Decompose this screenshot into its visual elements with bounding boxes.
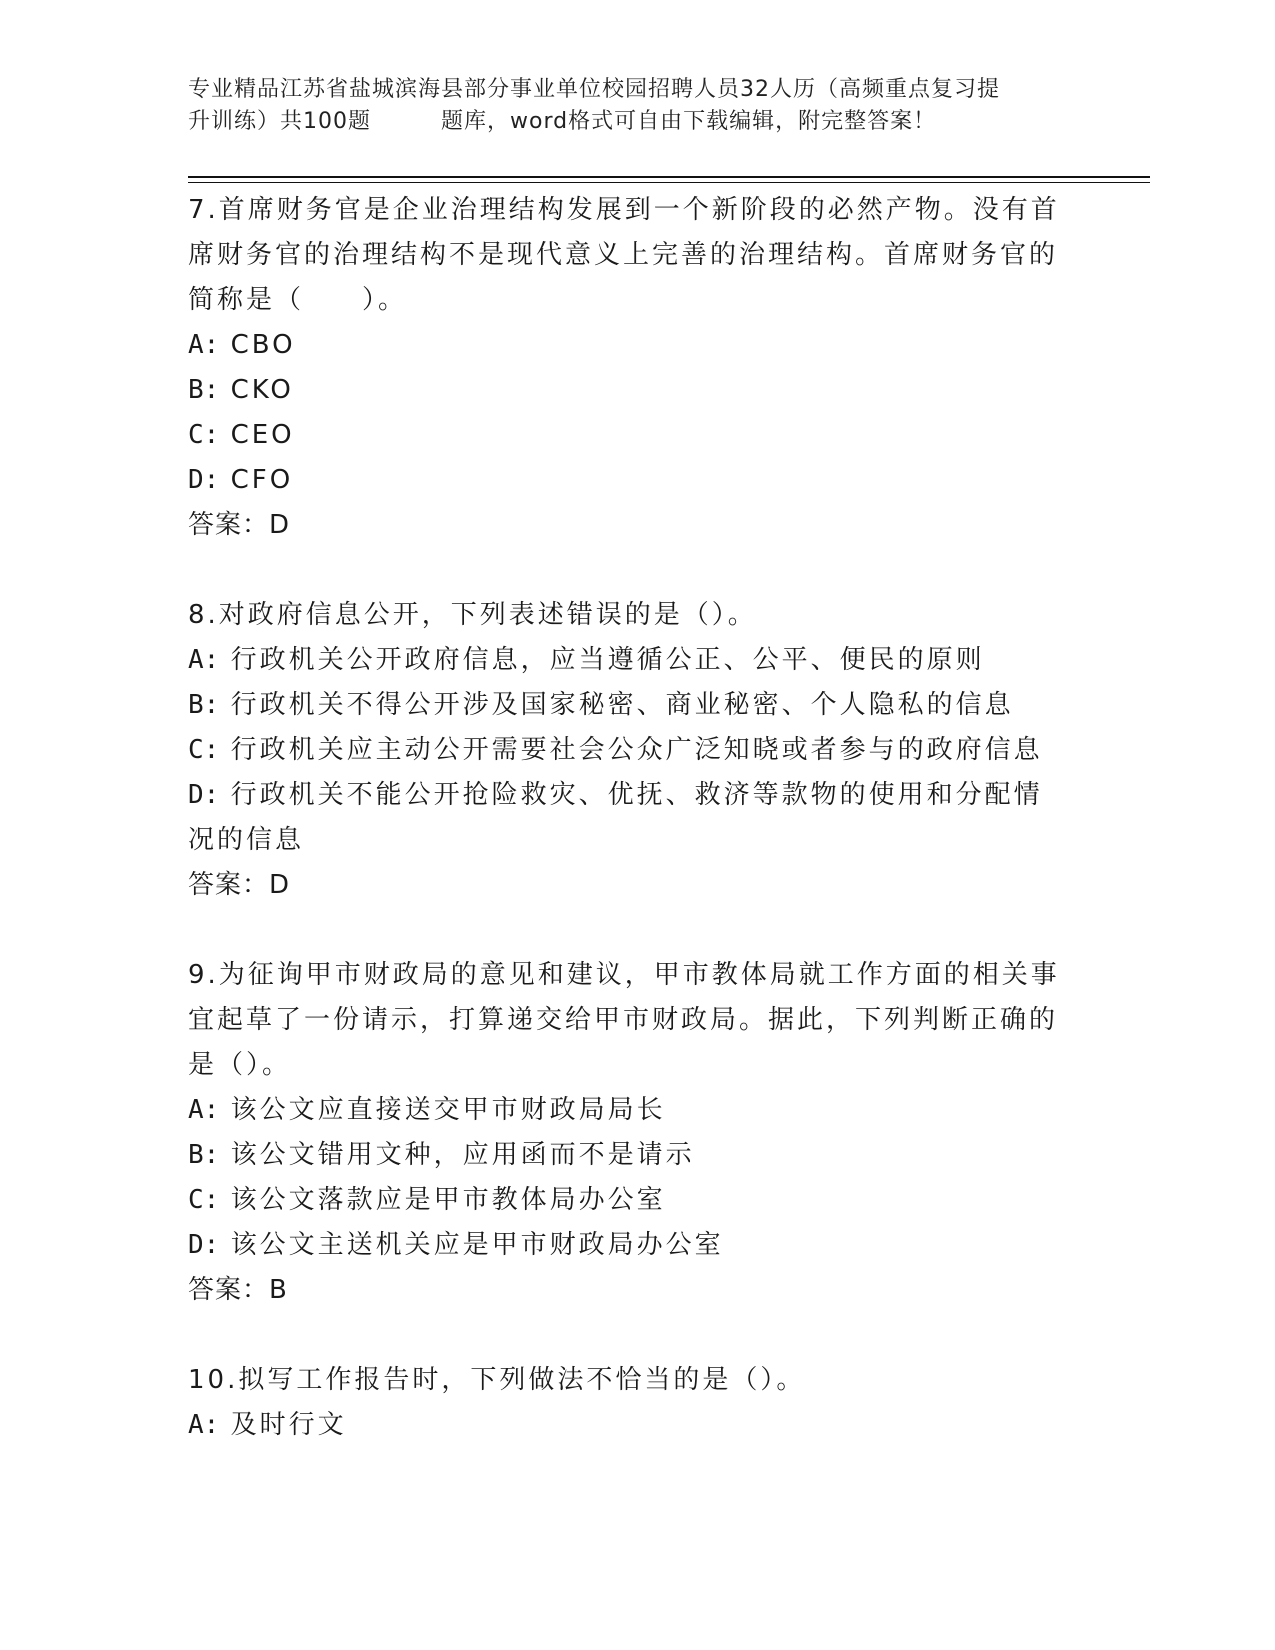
option-text: 该公文落款应是甲市教体局办公室 xyxy=(230,1185,666,1215)
option-letter: C: xyxy=(188,420,220,450)
option-a xyxy=(188,1403,1068,1448)
header-line-1: 专业精品江苏省盐城滨海县部分事业单位校园招聘人员32人历（高频重点复习提 xyxy=(188,77,1000,102)
option-text: CFO xyxy=(230,465,294,495)
question-list xyxy=(188,188,1068,1448)
answer-line: 答案：D xyxy=(188,870,291,900)
option-text: 及时行文 xyxy=(230,1410,347,1440)
header-divider-thick xyxy=(188,176,1150,178)
question-8 xyxy=(188,593,1068,908)
option-text: 行政机关不得公开涉及国家秘密、商业秘密、个人隐私的信息 xyxy=(230,690,1014,720)
option-a xyxy=(188,1088,1068,1133)
option-d xyxy=(188,458,1068,503)
option-letter: D: xyxy=(188,780,220,810)
option-text: 该公文错用文种，应用函而不是请示 xyxy=(230,1140,695,1170)
option-a xyxy=(188,638,1068,683)
option-letter: A: xyxy=(188,645,220,675)
option-letter: C: xyxy=(188,735,220,765)
option-letter: D: xyxy=(188,1230,220,1260)
option-letter: B: xyxy=(188,690,220,720)
header-line-2 xyxy=(188,106,1068,138)
option-c xyxy=(188,728,1068,773)
option-letter: A: xyxy=(188,330,220,360)
option-text: CKO xyxy=(230,375,294,405)
option-letter: D: xyxy=(188,465,220,495)
option-a xyxy=(188,323,1068,368)
option-text: CBO xyxy=(230,330,296,360)
option-b xyxy=(188,683,1068,728)
option-b xyxy=(188,1133,1068,1178)
option-text: 行政机关不能公开抢险救灾、优抚、救济等款物的使用和分配情况的信息 xyxy=(188,780,1043,855)
question-stem: 10.拟写工作报告时，下列做法不恰当的是（）。 xyxy=(188,1365,806,1395)
question-stem: 7.首席财务官是企业治理结构发展到一个新阶段的必然产物。没有首席财务官的治理结构不是现代意义上完善的治理结构。首席财务官的简称是（ ）。 xyxy=(188,195,1060,315)
option-c xyxy=(188,413,1068,458)
option-d xyxy=(188,773,1068,863)
option-letter: B: xyxy=(188,1140,220,1170)
question-stem: 9.为征询甲市财政局的意见和建议，甲市教体局就工作方面的相关事宜起草了一份请示，打算递交给甲市财政局。据此，下列判断正确的是（）。 xyxy=(188,960,1060,1080)
option-letter: A: xyxy=(188,1095,220,1125)
option-letter: B: xyxy=(188,375,220,405)
option-letter: C: xyxy=(188,1185,220,1215)
question-9 xyxy=(188,953,1068,1313)
answer-line: 答案：D xyxy=(188,510,291,540)
option-text: 该公文主送机关应是甲市财政局办公室 xyxy=(230,1230,724,1260)
header-divider-thin xyxy=(188,182,1150,183)
option-b xyxy=(188,368,1068,413)
option-d xyxy=(188,1223,1068,1268)
option-letter: A: xyxy=(188,1410,220,1440)
header-line-2-left: 升训练）共100题 xyxy=(188,109,371,134)
option-text: 行政机关公开政府信息，应当遵循公正、公平、便民的原则 xyxy=(230,645,985,675)
answer-line: 答案：B xyxy=(188,1275,288,1305)
page-header xyxy=(188,74,1068,138)
question-10 xyxy=(188,1358,1068,1448)
option-c xyxy=(188,1178,1068,1223)
option-text: 行政机关应主动公开需要社会公众广泛知晓或者参与的政府信息 xyxy=(230,735,1043,765)
option-text: 该公文应直接送交甲市财政局局长 xyxy=(230,1095,666,1125)
header-line-2-right: 题库，word格式可自由下载编辑，附完整答案！ xyxy=(441,109,937,134)
question-7 xyxy=(188,188,1068,548)
option-text: CEO xyxy=(230,420,295,450)
question-stem: 8.对政府信息公开，下列表述错误的是（）。 xyxy=(188,600,757,630)
